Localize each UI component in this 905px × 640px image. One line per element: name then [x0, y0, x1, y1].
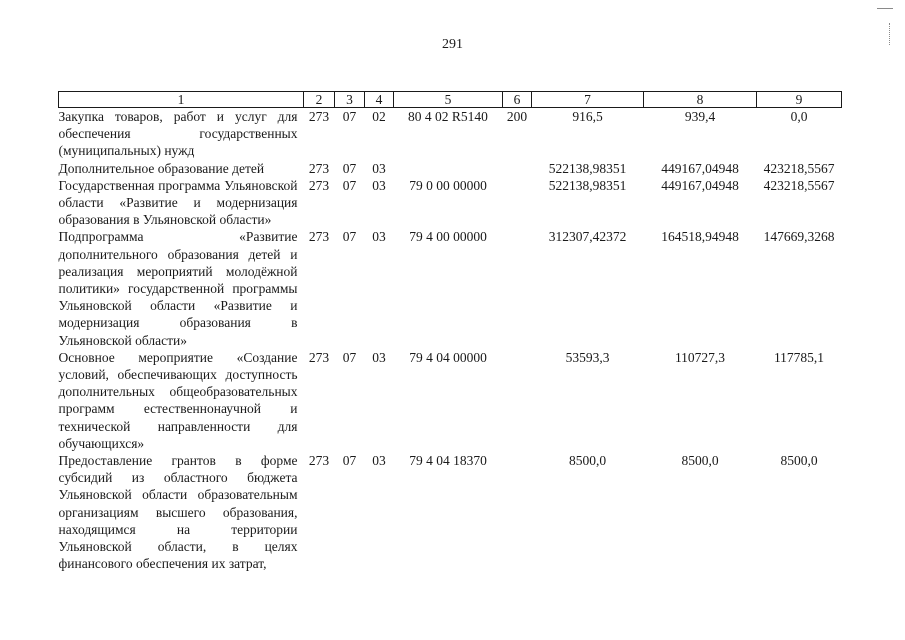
- row-expense-type: [503, 177, 532, 229]
- col-header-2: 2: [304, 92, 335, 108]
- col-header-7: 7: [532, 92, 644, 108]
- row-target-article: 80 4 02 R5140: [408, 109, 488, 124]
- row-amount-col9: 423218,5567: [763, 177, 835, 193]
- row-amount-col8: 164518,94948: [661, 229, 739, 245]
- scan-margin-mark: [877, 8, 893, 49]
- table-row: [59, 108, 842, 160]
- row-section-code: 07: [342, 453, 357, 469]
- row-target-article: 79 4 04 00000: [409, 349, 487, 365]
- row-subsection-code: 03: [372, 349, 386, 365]
- row-name: Дополнительное образование детей: [58, 160, 265, 176]
- row-name: Государственная программа Ульяновской области «Развитие и модернизация образования в Ульяновской области»: [58, 177, 298, 228]
- row-section-code: 07: [342, 177, 357, 193]
- row-amount-col9: 147669,3268: [763, 229, 835, 245]
- row-ministry-code: 273: [308, 109, 330, 124]
- row-subsection-code: 02: [372, 109, 386, 124]
- table-row: [59, 177, 842, 229]
- table-row: [59, 228, 842, 348]
- row-subsection-code: 03: [372, 453, 386, 469]
- row-subsection-code: 03: [372, 229, 386, 245]
- row-name: Основное мероприятие «Создание условий, обеспечивающих доступность дополнительных общеобразовательных программ естественнонаучной и технической направленности для обучающихся»: [58, 349, 298, 451]
- table-row: [59, 160, 842, 177]
- row-section-code: 07: [342, 229, 357, 245]
- row-amount-col8: 449167,04948: [661, 177, 739, 193]
- col-header-1: 1: [59, 92, 304, 108]
- row-ministry-code: 273: [308, 160, 330, 176]
- row-amount-col9: 0,0: [790, 109, 808, 124]
- row-amount-col8: 939,4: [684, 109, 716, 124]
- col-header-9: 9: [757, 92, 842, 108]
- row-amount-col7: 522138,98351: [548, 177, 627, 193]
- row-name: Подпрограмма «Развитие дополнительного образования детей и реализация мероприятий молодёжной политики» государственной программы Ульяновской области «Развитие и модернизация образования в Ульяновской области»: [58, 229, 298, 348]
- col-header-4: 4: [365, 92, 394, 108]
- row-subsection-code: 03: [372, 177, 386, 193]
- page-number: 291: [442, 37, 463, 52]
- row-amount-col7: 522138,98351: [548, 160, 627, 176]
- row-amount-col7: 8500,0: [568, 453, 607, 469]
- row-subsection-code: 03: [372, 160, 386, 176]
- row-target-article: 79 4 00 00000: [409, 229, 487, 245]
- col-header-3: 3: [335, 92, 365, 108]
- row-ministry-code: 273: [308, 177, 330, 193]
- row-amount-col7: 916,5: [572, 109, 603, 124]
- row-expense-type: [503, 452, 532, 572]
- row-section-code: 07: [342, 109, 357, 124]
- row-amount-col7: 53593,3: [565, 349, 610, 365]
- row-amount-col9: 423218,5567: [763, 160, 835, 176]
- row-amount-col8: 110727,3: [674, 349, 726, 365]
- row-amount-col9: 117785,1: [773, 349, 825, 365]
- row-ministry-code: 273: [308, 453, 330, 469]
- row-ministry-code: 273: [308, 229, 330, 245]
- col-header-6: 6: [503, 92, 532, 108]
- row-section-code: 07: [342, 349, 357, 365]
- row-section-code: 07: [342, 160, 357, 176]
- budget-table: [58, 91, 842, 572]
- row-target-article: 79 4 04 18370: [409, 453, 487, 469]
- col-header-8: 8: [644, 92, 757, 108]
- table-row: [59, 452, 842, 572]
- row-target-article: 79 0 00 00000: [409, 177, 487, 193]
- row-expense-type: [503, 349, 532, 452]
- row-name: Закупка товаров, работ и услуг для обеспечения государственных (муниципальных) нужд: [58, 109, 298, 159]
- row-ministry-code: 273: [308, 349, 330, 365]
- row-amount-col7: 312307,42372: [548, 229, 627, 245]
- column-number-header: [59, 92, 842, 108]
- row-expense-type: [503, 228, 532, 348]
- row-target-article: [394, 160, 503, 177]
- row-amount-col9: 8500,0: [780, 453, 818, 469]
- row-amount-col8: 8500,0: [681, 453, 719, 469]
- row-name: Предоставление грантов в форме субсидий из областного бюджета Ульяновской области образовательным организациям высшего образования, находящимся на территории Ульяновской области, в целях финансового обеспечения их затрат,: [58, 453, 298, 572]
- row-expense-type: [503, 160, 532, 177]
- table-row: [59, 349, 842, 452]
- row-expense-type: 200: [506, 109, 528, 124]
- row-amount-col8: 449167,04948: [661, 160, 739, 176]
- col-header-5: 5: [394, 92, 503, 108]
